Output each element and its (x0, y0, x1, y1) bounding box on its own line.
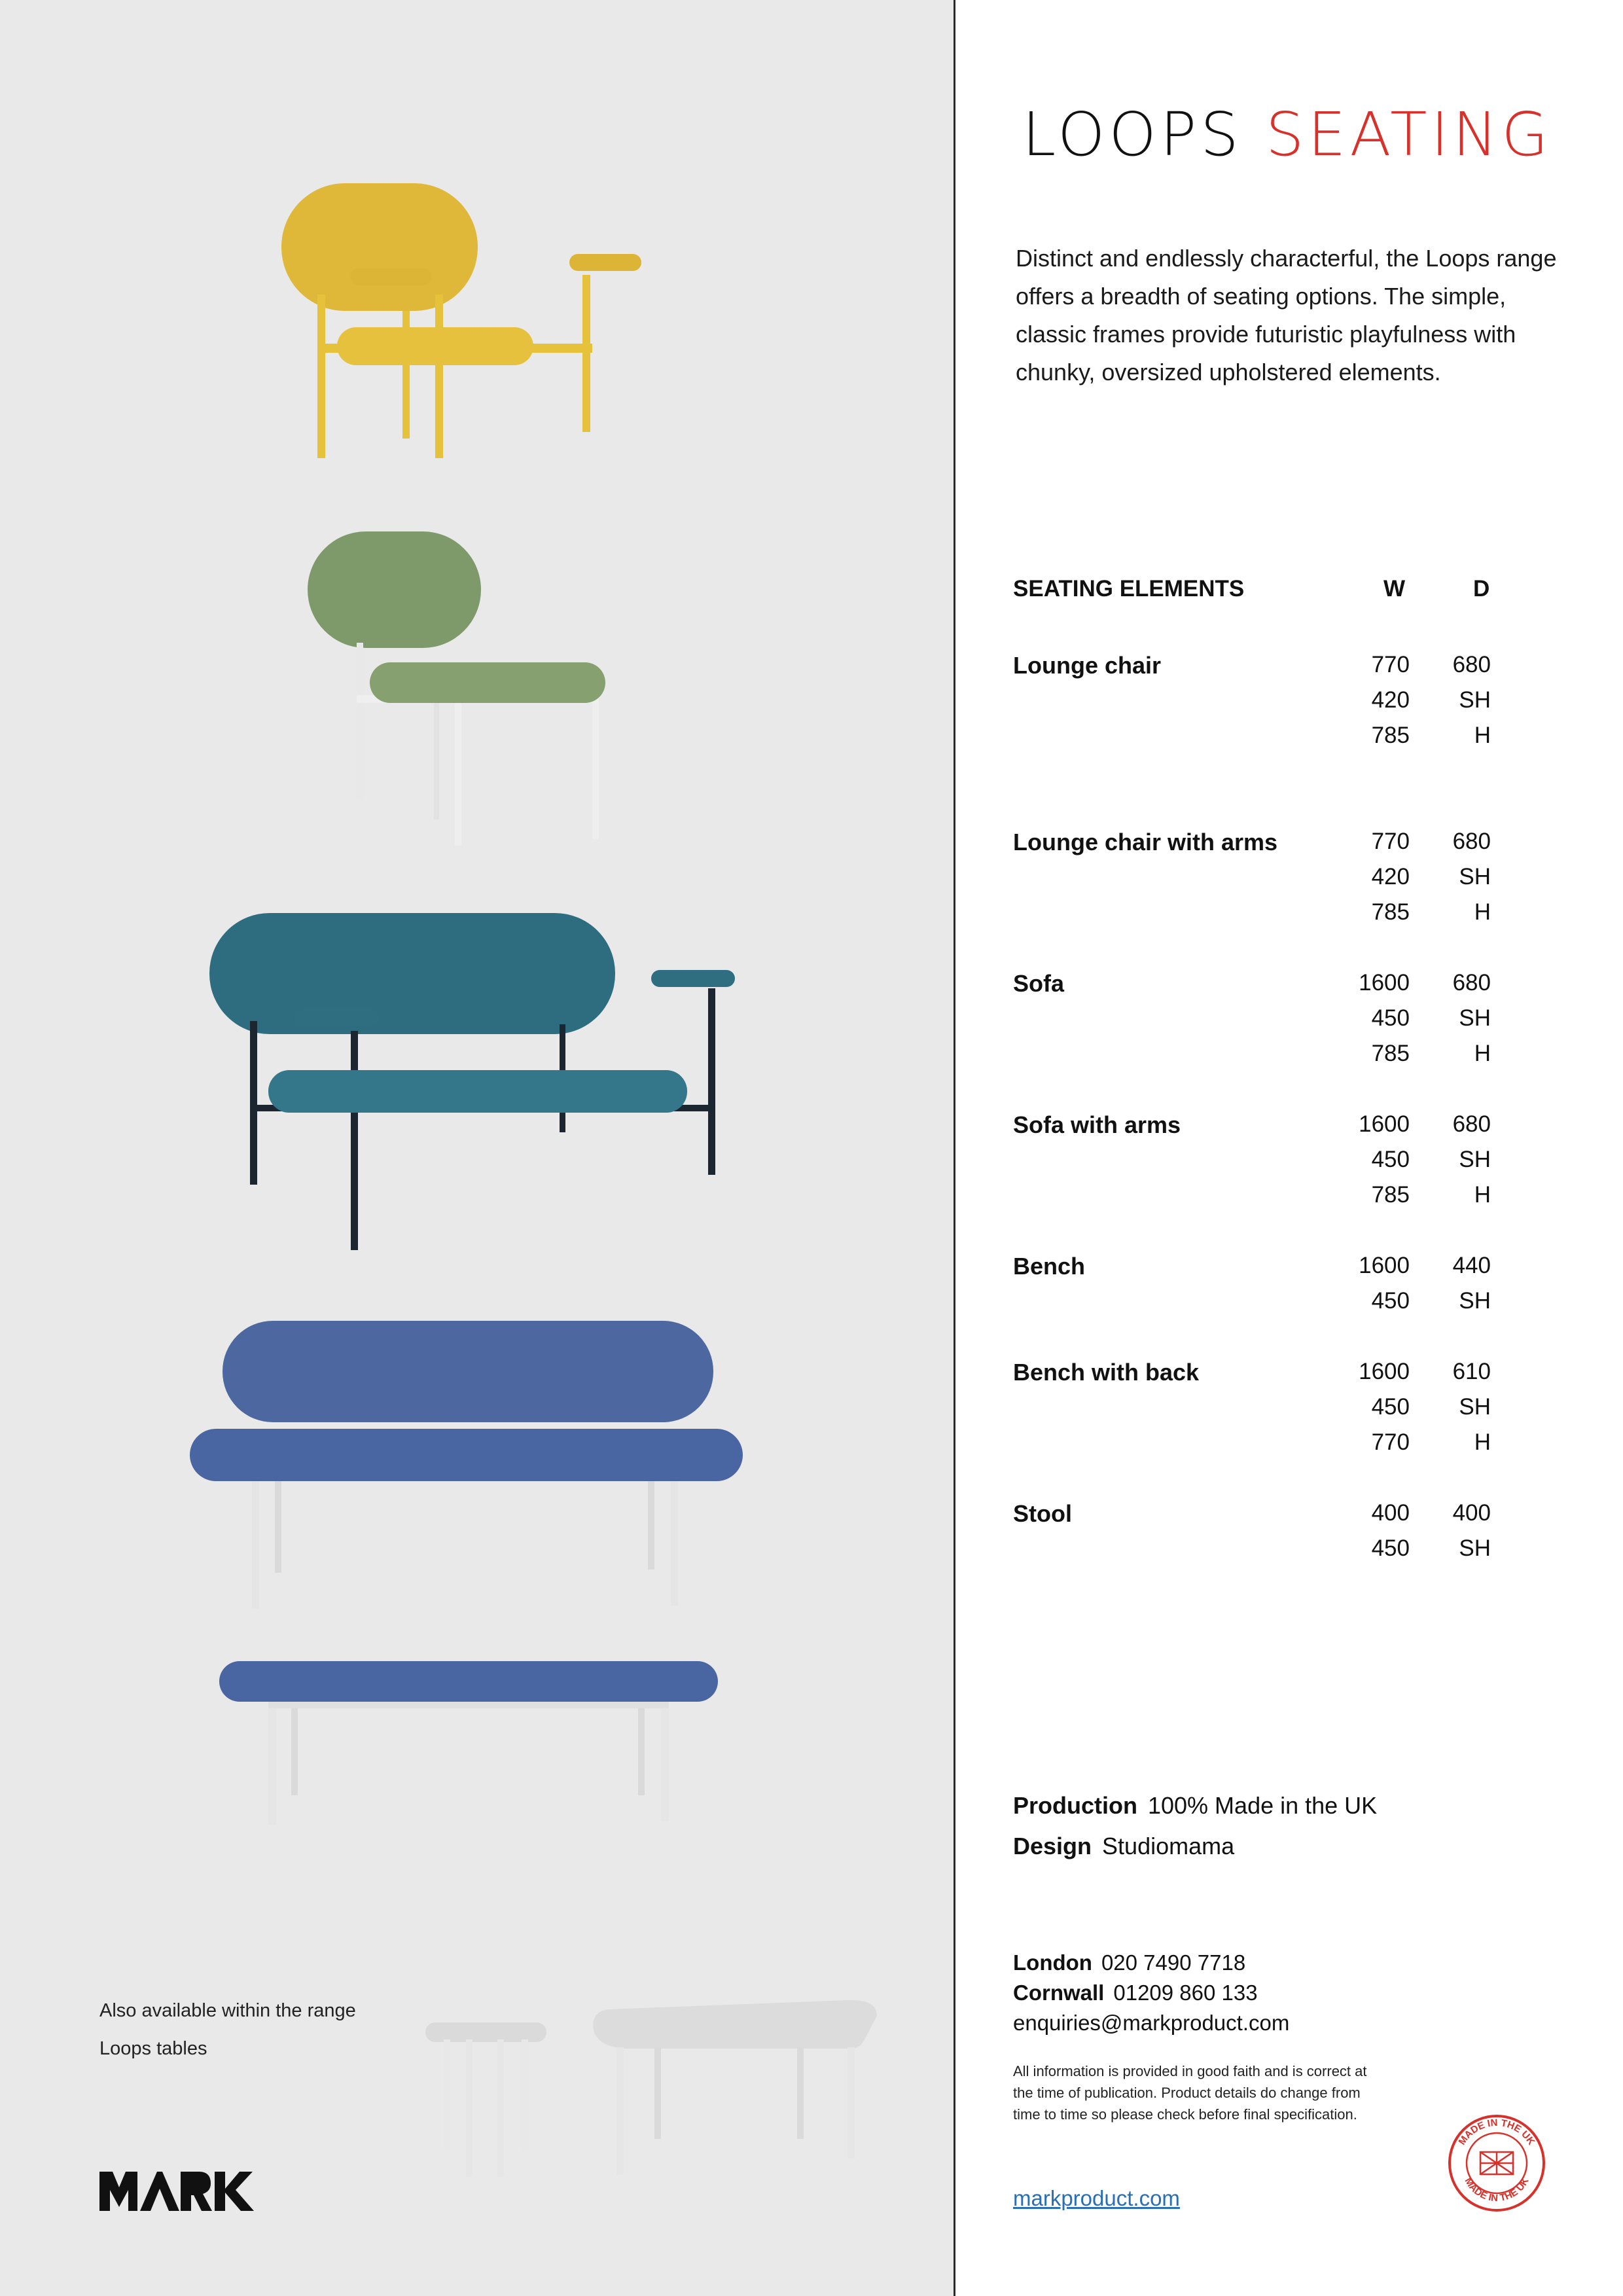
blue-bench-with-back-image (190, 1321, 746, 1609)
title-part-loops: LOOPS (1022, 99, 1243, 170)
spec-value-w: 1600 (1359, 1111, 1410, 1137)
production-value: 100% Made in the UK (1147, 1792, 1378, 1819)
contact-london (1013, 1950, 1245, 1975)
spec-value-w: 450 (1371, 1288, 1410, 1314)
spec-row-name: Lounge chair (1013, 652, 1162, 679)
spec-row-name: Stool (1013, 1500, 1072, 1527)
disclaimer-text: All information is provided in good faith and is correct at the time of publication. Product details do change from time to time so please check before final specification. (1013, 2063, 1367, 2123)
spec-value-d: H (1474, 899, 1491, 925)
spec-value-w: 450 (1371, 1005, 1410, 1031)
spec-value-w: 1600 (1359, 1359, 1410, 1384)
spec-value-d: 440 (1452, 1253, 1491, 1278)
spec-value-w: 785 (1371, 723, 1410, 748)
spec-value-d: SH (1459, 1005, 1491, 1031)
yellow-lounge-chair-with-arms-image (262, 177, 628, 471)
loops-tables-text: Loops tables (99, 2038, 207, 2059)
cornwall-phone: 01209 860 133 (1113, 1981, 1258, 2005)
spec-row-name: Bench with back (1013, 1359, 1200, 1386)
svg-text:MADE IN THE UK: MADE IN THE UK (1456, 2117, 1537, 2147)
spec-value-w: 770 (1371, 652, 1410, 677)
blue-bench-image (219, 1661, 720, 1825)
intro-paragraph: Distinct and endlessly characterful, the Loops range offers a breadth of seating options. The simple, classic frames provide futuristic playfulness with chunky, oversized upholstered elements. (1016, 245, 1557, 386)
spec-value-d: H (1474, 1182, 1491, 1208)
svg-text:MADE IN THE UK: MADE IN THE UK (1462, 2176, 1531, 2204)
design-value: Studiomama (1102, 1833, 1235, 1859)
green-lounge-chair-image (304, 531, 625, 846)
spec-value-w: 420 (1371, 687, 1410, 713)
spec-value-w: 785 (1371, 899, 1410, 925)
spec-value-d: SH (1459, 1288, 1491, 1314)
spec-row-name: Lounge chair with arms (1013, 829, 1278, 855)
spec-value-d: SH (1459, 1147, 1491, 1172)
spec-value-d: 610 (1452, 1359, 1491, 1384)
contact-email[interactable]: enquiries@markproduct.com (1013, 2011, 1290, 2035)
also-available-text: Also available within the range (99, 2000, 356, 2021)
production-line (1013, 1792, 1377, 1820)
spec-value-d: H (1474, 1041, 1491, 1066)
mark-logo (99, 2168, 257, 2211)
spec-value-d: SH (1459, 1394, 1491, 1420)
spec-value-d: 680 (1452, 652, 1491, 677)
production-label: Production (1013, 1792, 1137, 1819)
london-label: London (1013, 1950, 1092, 1975)
spec-value-w: 420 (1371, 864, 1410, 889)
spec-value-d: H (1474, 723, 1491, 748)
spec-value-w: 450 (1371, 1535, 1410, 1561)
spec-value-d: SH (1459, 687, 1491, 713)
spec-value-w: 770 (1371, 829, 1410, 854)
cornwall-label: Cornwall (1013, 1981, 1105, 2005)
spec-value-w: 785 (1371, 1182, 1410, 1208)
loops-side-table-image (425, 2022, 550, 2179)
spec-value-d: 680 (1452, 970, 1491, 996)
design-line (1013, 1833, 1234, 1860)
spec-value-w: 1600 (1359, 970, 1410, 996)
spec-value-d: SH (1459, 1535, 1491, 1561)
teal-sofa-with-arms-image (209, 910, 740, 1263)
contact-cornwall (1013, 1981, 1258, 2005)
spec-row-name: Sofa (1013, 970, 1065, 997)
spec-header-name: SEATING ELEMENTS (1013, 576, 1245, 601)
spec-value-w: 785 (1371, 1041, 1410, 1066)
spec-value-w: 400 (1371, 1500, 1410, 1526)
design-label: Design (1013, 1833, 1092, 1859)
made-in-uk-stamp (1448, 2114, 1546, 2212)
spec-header-d: D (1473, 576, 1490, 601)
spec-value-d: 680 (1452, 829, 1491, 854)
spec-header-w: W (1383, 576, 1406, 601)
spec-row-name: Sofa with arms (1013, 1111, 1181, 1138)
spec-value-d: 680 (1452, 1111, 1491, 1137)
spec-value-d: 400 (1452, 1500, 1491, 1526)
page-title (1022, 99, 1552, 170)
spec-value-w: 770 (1371, 1429, 1410, 1455)
title-part-seating: SEATING (1265, 99, 1552, 170)
spec-value-d: H (1474, 1429, 1491, 1455)
spec-value-d: SH (1459, 864, 1491, 889)
london-phone: 020 7490 7718 (1101, 1950, 1246, 1975)
spec-row-name: Bench (1013, 1253, 1086, 1280)
spec-value-w: 450 (1371, 1394, 1410, 1420)
loops-long-table-image (589, 1995, 883, 2178)
website-link[interactable]: markproduct.com (1013, 2186, 1180, 2210)
spec-value-w: 450 (1371, 1147, 1410, 1172)
spec-value-w: 1600 (1359, 1253, 1410, 1278)
